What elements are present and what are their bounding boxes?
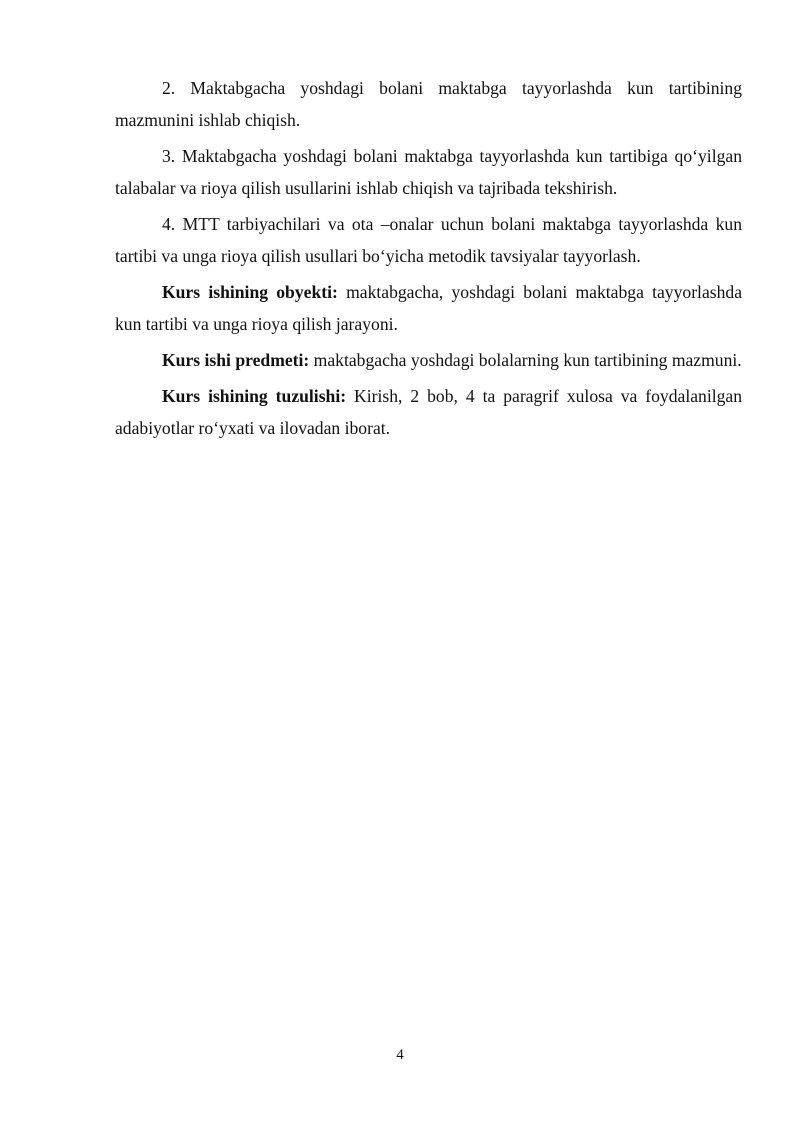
task-item-4-text: 4. MTT tarbiyachilari va ota –onalar uchun bolani maktabga tayyorlashda kun tartibi va unga rioya qilish usullari boʻyicha metodik tavsiyalar tayyorlash.: [115, 214, 742, 266]
task-item-2-text: 2. Maktabgacha yoshdagi bolani maktabga tayyorlashda kun tartibining mazmunini ishlab chiqish.: [115, 78, 742, 130]
structure-text: Kirish, 2 bob, 4 ta paragrif xulosa va foydalanilgan adabiyotlar roʻyxati va ilovadan iborat.: [115, 386, 742, 438]
task-item-2: [115, 72, 742, 136]
structure-paragraph: [115, 380, 742, 444]
research-object-paragraph: [115, 276, 742, 340]
task-item-3: [115, 140, 742, 204]
research-subject-text: maktabgacha yoshdagi bolalarning kun tartibining mazmuni.: [309, 350, 742, 370]
research-subject-label: Kurs ishi predmeti:: [162, 350, 310, 370]
research-object-text: maktabgacha, yoshdagi bolani maktabga tayyorlashda kun tartibi va unga rioya qilish jarayoni.: [115, 282, 743, 334]
task-item-4: [115, 208, 742, 272]
task-item-3-text: 3. Maktabgacha yoshdagi bolani maktabga tayyorlashda kun tartibiga qoʻyilgan talabalar va rioya qilish usullarini ishlab chiqish va tajribada tekshirish.: [115, 146, 742, 198]
structure-label: Kurs ishining tuzulishi:: [162, 386, 347, 406]
research-object-label: Kurs ishining obyekti:: [162, 282, 338, 302]
document-body: [115, 72, 742, 448]
page-number: 4: [396, 1047, 404, 1063]
research-subject-paragraph: [115, 344, 742, 376]
